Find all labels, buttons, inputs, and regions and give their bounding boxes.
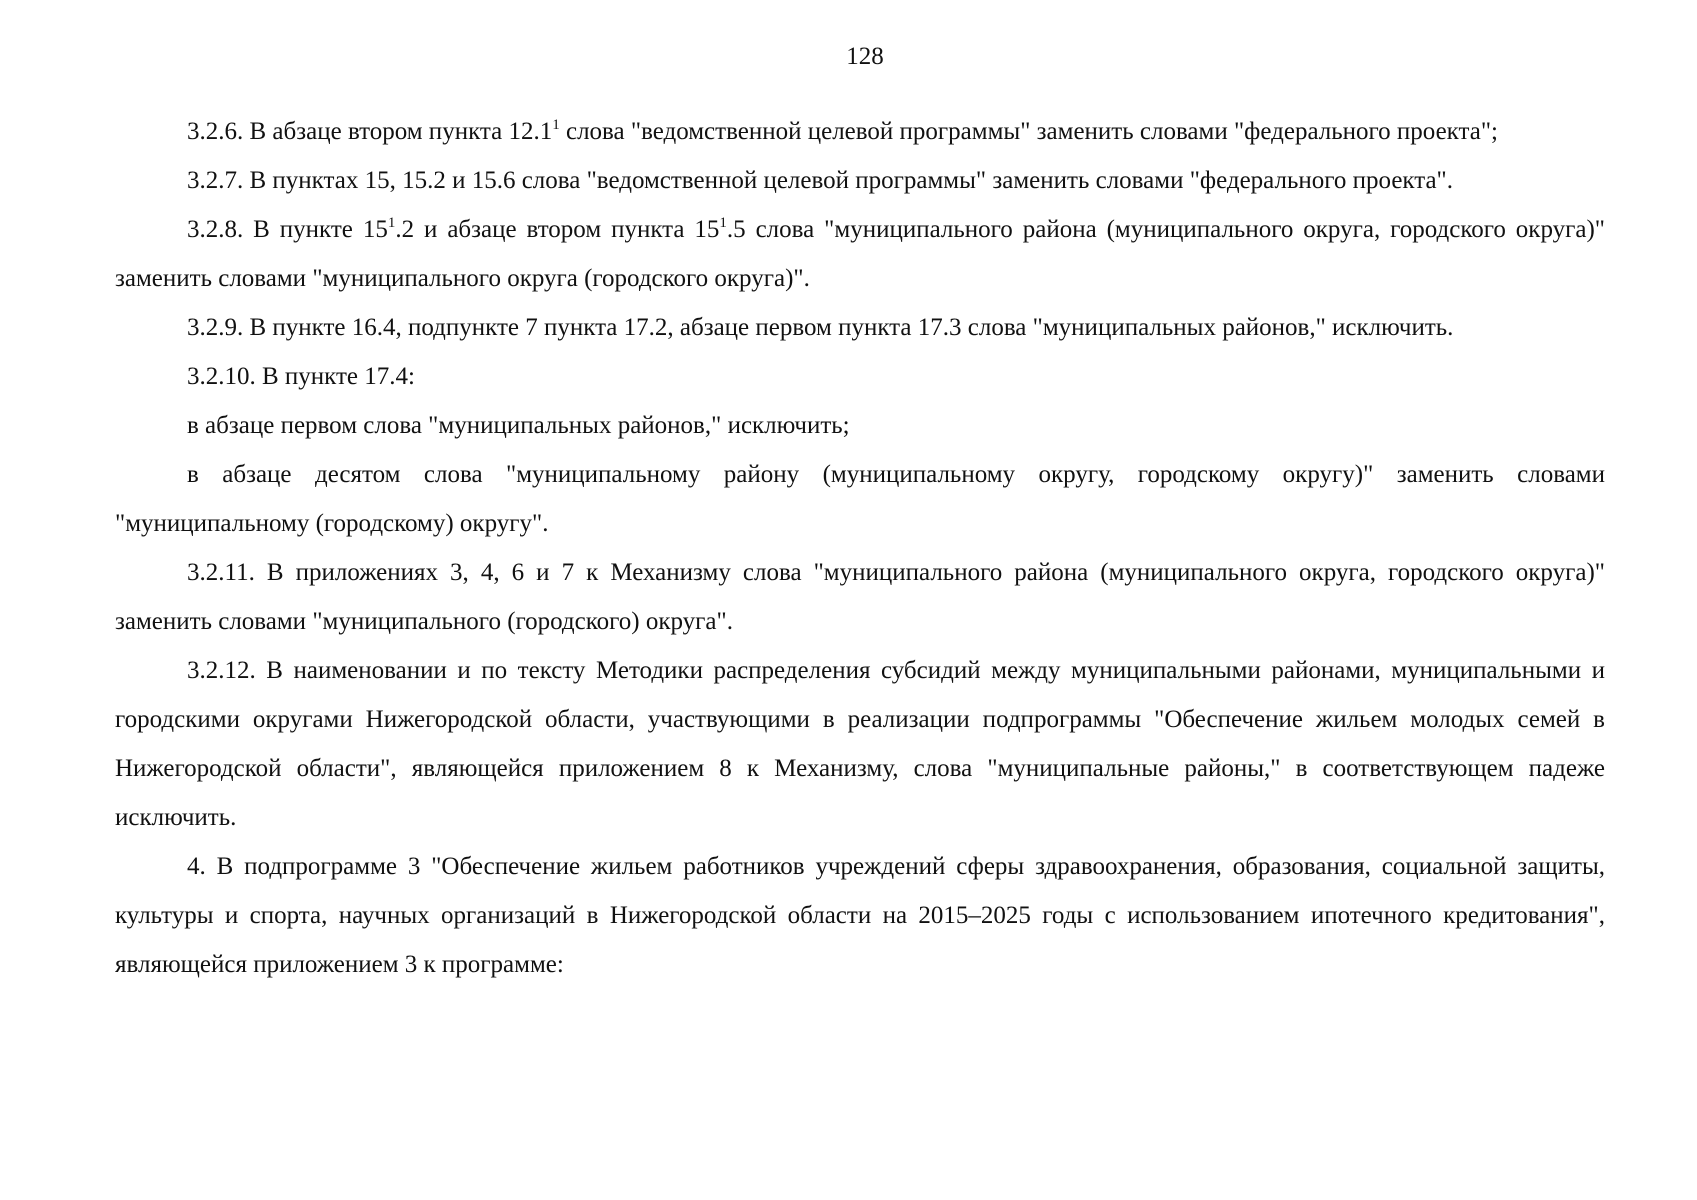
- paragraph: [115, 401, 1605, 450]
- text-segment: 3.2.6. В абзаце втором пункта 12.1: [187, 118, 553, 145]
- text-segment: .5 слова "муниципального района (муниципального округа, городского округа)" заменить словами "муниципального округа (городского округа)".: [115, 216, 1605, 292]
- paragraph: [115, 548, 1605, 646]
- superscript: 1: [719, 215, 727, 231]
- text-segment: слова "ведомственной целевой программы" заменить словами "федерального проекта";: [559, 118, 1498, 145]
- page-number: 128: [846, 43, 884, 70]
- text-segment: в абзаце первом слова "муниципальных районов," исключить;: [187, 412, 850, 439]
- paragraph: [115, 156, 1605, 205]
- paragraph: [115, 205, 1605, 303]
- document-body: [115, 107, 1605, 989]
- superscript: 1: [552, 117, 560, 133]
- paragraph: [115, 352, 1605, 401]
- text-segment: 3.2.9. В пункте 16.4, подпункте 7 пункта 17.2, абзаце первом пункта 17.3 слова "муниципальных районов," исключить.: [187, 314, 1454, 341]
- text-segment: 3.2.7. В пунктах 15, 15.2 и 15.6 слова "ведомственной целевой программы" заменить словами "федерального проекта".: [187, 167, 1454, 194]
- paragraph: [115, 303, 1605, 352]
- text-segment: 3.2.12. В наименовании и по тексту Методики распределения субсидий между муниципальными районами, муниципальными и городскими округами Нижегородской области, участвующими в реализации подпрограммы "Обеспечение жильем молодых семей в Нижегородской области", являющейся приложением 8 к Механизму, слова "муниципальные районы," в соответствующем падеже исключить.: [115, 657, 1605, 831]
- text-segment: .2 и абзаце втором пункта 15: [395, 216, 720, 243]
- text-segment: 4. В подпрограмме 3 "Обеспечение жильем работников учреждений сферы здравоохранения, образования, социальной защиты, культуры и спорта, научных организаций в Нижегородской области на 2015–2025 годы с использованием ипотечного кредитования", являющейся приложением 3 к программе:: [115, 853, 1605, 978]
- text-segment: 3.2.8. В пункте 15: [187, 216, 388, 243]
- paragraph: [115, 646, 1605, 842]
- text-segment: 3.2.10. В пункте 17.4:: [187, 363, 415, 390]
- paragraph: [115, 450, 1605, 548]
- superscript: 1: [387, 215, 396, 231]
- paragraph: [115, 842, 1605, 989]
- paragraph: [115, 107, 1605, 156]
- text-segment: 3.2.11. В приложениях 3, 4, 6 и 7 к Механизму слова "муниципального района (муниципального округа, городского округа)" заменить словами "муниципального (городского) округа".: [115, 559, 1605, 635]
- text-segment: в абзаце десятом слова "муниципальному району (муниципальному округу, городскому округу)" заменить словами "муниципальному (городскому) округу".: [115, 461, 1605, 537]
